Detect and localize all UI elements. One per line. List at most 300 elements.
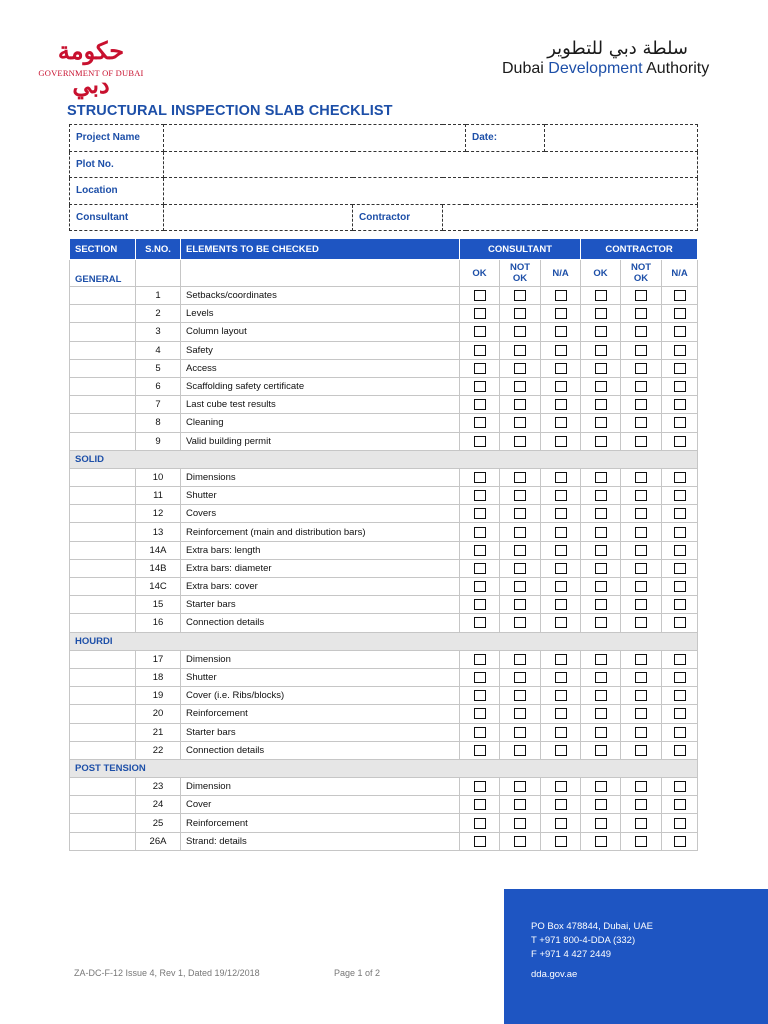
contractor-not-ok-checkbox[interactable]	[635, 436, 647, 447]
contractor-field[interactable]	[443, 204, 698, 231]
consultant-na-checkbox[interactable]	[555, 563, 567, 574]
contractor-ok-checkbox[interactable]	[595, 672, 607, 683]
contractor-na-header: N/A	[662, 260, 698, 287]
contractor-ok-header: OK	[581, 260, 621, 287]
consultant-na-checkbox[interactable]	[555, 836, 567, 847]
consultant-not-ok-checkbox[interactable]	[514, 290, 526, 301]
contractor-na-checkbox[interactable]	[674, 436, 686, 447]
section-label-post-tension: POST TENSION	[70, 759, 181, 777]
consultant-field[interactable]	[164, 204, 353, 231]
project-info-table	[69, 124, 698, 231]
item-element: Column layout	[181, 323, 460, 341]
gov-logo-english: GOVERNMENT OF DUBAI	[38, 68, 144, 78]
contractor-ok-checkbox[interactable]	[595, 708, 607, 719]
consultant-not-ok-checkbox[interactable]	[514, 727, 526, 738]
consultant-not-ok-checkbox[interactable]	[514, 545, 526, 556]
consultant-ok-checkbox[interactable]	[474, 672, 486, 683]
contractor-not-ok-checkbox[interactable]	[635, 708, 647, 719]
contractor-na-checkbox[interactable]	[674, 363, 686, 374]
contractor-na-checkbox[interactable]	[674, 399, 686, 410]
item-number: 16	[136, 614, 181, 632]
table-row	[70, 614, 698, 632]
po-box: PO Box 478844, Dubai, UAE	[531, 921, 653, 932]
consultant-na-checkbox[interactable]	[555, 599, 567, 610]
contractor-na-checkbox[interactable]	[674, 617, 686, 628]
item-number: 18	[136, 668, 181, 686]
consultant-na-checkbox[interactable]	[555, 617, 567, 628]
item-number: 4	[136, 341, 181, 359]
item-element: Dimension	[181, 778, 460, 796]
section-general: GENERAL	[70, 260, 136, 287]
consultant-na-checkbox[interactable]	[555, 381, 567, 392]
table-row	[70, 396, 698, 414]
consultant-na-header: N/A	[541, 260, 581, 287]
contractor-ok-checkbox[interactable]	[595, 527, 607, 538]
contractor-not-ok-checkbox[interactable]	[635, 290, 647, 301]
document-code: ZA-DC-F-12 Issue 4, Rev 1, Dated 19/12/2018	[74, 968, 260, 978]
contractor-na-checkbox[interactable]	[674, 545, 686, 556]
contractor-na-checkbox[interactable]	[674, 417, 686, 428]
contractor-ok-checkbox[interactable]	[595, 436, 607, 447]
contractor-na-checkbox[interactable]	[674, 581, 686, 592]
contractor-not-ok-checkbox[interactable]	[635, 508, 647, 519]
item-element: Dimensions	[181, 468, 460, 486]
consultant-na-checkbox[interactable]	[555, 672, 567, 683]
consultant-ok-checkbox[interactable]	[474, 527, 486, 538]
project-name-field[interactable]	[164, 125, 466, 152]
consultant-na-checkbox[interactable]	[555, 399, 567, 410]
sno-header: S.NO.	[136, 239, 181, 260]
contractor-not-ok-checkbox[interactable]	[635, 326, 647, 337]
consultant-not-ok-checkbox[interactable]	[514, 818, 526, 829]
table-row	[70, 832, 698, 850]
consultant-ok-checkbox[interactable]	[474, 490, 486, 501]
dda-word-dubai: Dubai	[502, 60, 544, 77]
consultant-ok-checkbox[interactable]	[474, 563, 486, 574]
table-row	[70, 596, 698, 614]
consultant-ok-checkbox[interactable]	[474, 708, 486, 719]
consultant-not-ok-checkbox[interactable]	[514, 436, 526, 447]
contractor-na-checkbox[interactable]	[674, 345, 686, 356]
location-label: Location	[70, 178, 164, 205]
consultant-ok-checkbox[interactable]	[474, 472, 486, 483]
consultant-na-checkbox[interactable]	[555, 799, 567, 810]
consultant-not-ok-checkbox[interactable]	[514, 308, 526, 319]
consultant-na-checkbox[interactable]	[555, 490, 567, 501]
contractor-not-ok-checkbox[interactable]	[635, 599, 647, 610]
plot-no-label: Plot No.	[70, 151, 164, 178]
consultant-not-ok-checkbox[interactable]	[514, 581, 526, 592]
contractor-ok-checkbox[interactable]	[595, 799, 607, 810]
contractor-not-ok-checkbox[interactable]	[635, 818, 647, 829]
consultant-not-ok-checkbox[interactable]	[514, 836, 526, 847]
contractor-ok-checkbox[interactable]	[595, 290, 607, 301]
consultant-ok-checkbox[interactable]	[474, 745, 486, 756]
consultant-ok-checkbox[interactable]	[474, 326, 486, 337]
contractor-ok-checkbox[interactable]	[595, 363, 607, 374]
consultant-label: Consultant	[70, 204, 164, 231]
consultant-ok-checkbox[interactable]	[474, 690, 486, 701]
contractor-not-ok-checkbox[interactable]	[635, 490, 647, 501]
consultant-not-ok-header	[500, 260, 541, 287]
item-number: 15	[136, 596, 181, 614]
contractor-header: CONTRACTOR	[581, 239, 698, 260]
item-number: 14B	[136, 559, 181, 577]
dda-logo	[498, 38, 738, 84]
consultant-not-ok-checkbox[interactable]	[514, 654, 526, 665]
contractor-not-ok-checkbox[interactable]	[635, 308, 647, 319]
item-number: 17	[136, 650, 181, 668]
consultant-na-checkbox[interactable]	[555, 654, 567, 665]
item-element: Cover (i.e. Ribs/blocks)	[181, 687, 460, 705]
consultant-ok-checkbox[interactable]	[474, 381, 486, 392]
table-row	[70, 377, 698, 395]
fax: F +971 4 427 2449	[531, 949, 612, 960]
consultant-na-checkbox[interactable]	[555, 545, 567, 556]
contractor-ok-checkbox[interactable]	[595, 345, 607, 356]
item-number: 2	[136, 305, 181, 323]
contractor-ok-checkbox[interactable]	[595, 381, 607, 392]
table-row	[70, 305, 698, 323]
contractor-na-checkbox[interactable]	[674, 490, 686, 501]
table-row	[70, 778, 698, 796]
item-element: Cleaning	[181, 414, 460, 432]
contractor-na-checkbox[interactable]	[674, 745, 686, 756]
item-element: Valid building permit	[181, 432, 460, 450]
contractor-na-checkbox[interactable]	[674, 799, 686, 810]
table-row	[70, 541, 698, 559]
consultant-ok-checkbox[interactable]	[474, 799, 486, 810]
table-row	[70, 468, 698, 486]
consultant-not-ok-checkbox[interactable]	[514, 527, 526, 538]
item-number: 21	[136, 723, 181, 741]
consultant-ok-checkbox[interactable]	[474, 818, 486, 829]
dda-word-development: Development	[548, 60, 643, 77]
consultant-not-ok-checkbox[interactable]	[514, 326, 526, 337]
date-field[interactable]	[545, 125, 698, 152]
table-row	[70, 341, 698, 359]
item-element: Reinforcement (main and distribution bars)	[181, 523, 460, 541]
consultant-not-ok-checkbox[interactable]	[514, 563, 526, 574]
contractor-ok-checkbox[interactable]	[595, 563, 607, 574]
item-number: 24	[136, 796, 181, 814]
consultant-not-ok-checkbox[interactable]	[514, 381, 526, 392]
contact-box	[504, 889, 768, 1024]
contractor-not-ok-checkbox[interactable]	[635, 799, 647, 810]
item-element: Access	[181, 359, 460, 377]
consultant-not-ok-checkbox[interactable]	[514, 472, 526, 483]
item-element: Strand: details	[181, 832, 460, 850]
not-text: NOT	[631, 262, 652, 273]
plot-no-field[interactable]	[164, 151, 698, 178]
consultant-not-ok-checkbox[interactable]	[514, 490, 526, 501]
consultant-not-ok-checkbox[interactable]	[514, 690, 526, 701]
table-row	[70, 487, 698, 505]
table-row	[70, 814, 698, 832]
ok-text: OK	[633, 273, 649, 284]
item-element: Cover	[181, 796, 460, 814]
consultant-not-ok-checkbox[interactable]	[514, 708, 526, 719]
contractor-na-checkbox[interactable]	[674, 672, 686, 683]
consultant-ok-checkbox[interactable]	[474, 290, 486, 301]
consultant-ok-header: OK	[460, 260, 500, 287]
contractor-ok-checkbox[interactable]	[595, 599, 607, 610]
contractor-not-ok-checkbox[interactable]	[635, 527, 647, 538]
contractor-not-ok-checkbox[interactable]	[635, 745, 647, 756]
contractor-na-checkbox[interactable]	[674, 836, 686, 847]
item-number: 10	[136, 468, 181, 486]
contractor-ok-checkbox[interactable]	[595, 727, 607, 738]
table-row	[70, 359, 698, 377]
consultant-na-checkbox[interactable]	[555, 745, 567, 756]
item-number: 5	[136, 359, 181, 377]
section-header: SECTION	[70, 239, 136, 260]
item-element: Shutter	[181, 487, 460, 505]
contractor-ok-checkbox[interactable]	[595, 490, 607, 501]
contractor-ok-checkbox[interactable]	[595, 326, 607, 337]
item-number: 1	[136, 287, 181, 305]
item-element: Scaffolding safety certificate	[181, 377, 460, 395]
project-name-label: Project Name	[70, 125, 164, 152]
consultant-ok-checkbox[interactable]	[474, 308, 486, 319]
location-field[interactable]	[164, 178, 698, 205]
consultant-ok-checkbox[interactable]	[474, 545, 486, 556]
consultant-ok-checkbox[interactable]	[474, 581, 486, 592]
item-number: 20	[136, 705, 181, 723]
contractor-not-ok-checkbox[interactable]	[635, 472, 647, 483]
contractor-not-ok-header	[621, 260, 662, 287]
item-number: 14C	[136, 578, 181, 596]
consultant-na-checkbox[interactable]	[555, 308, 567, 319]
contractor-na-checkbox[interactable]	[674, 727, 686, 738]
consultant-not-ok-checkbox[interactable]	[514, 363, 526, 374]
checklist-table	[69, 238, 698, 851]
contractor-na-checkbox[interactable]	[674, 818, 686, 829]
item-number: 22	[136, 741, 181, 759]
dda-logo-english	[502, 60, 709, 78]
table-row	[70, 559, 698, 577]
contractor-na-checkbox[interactable]	[674, 326, 686, 337]
consultant-na-checkbox[interactable]	[555, 781, 567, 792]
consultant-na-checkbox[interactable]	[555, 581, 567, 592]
consultant-na-checkbox[interactable]	[555, 472, 567, 483]
table-row	[70, 523, 698, 541]
contractor-na-checkbox[interactable]	[674, 708, 686, 719]
contractor-na-checkbox[interactable]	[674, 381, 686, 392]
gov-logo-arabic: حكومة دبي	[57, 36, 125, 99]
consultant-na-checkbox[interactable]	[555, 508, 567, 519]
section-label-solid: SOLID	[70, 450, 181, 468]
consultant-not-ok-checkbox[interactable]	[514, 799, 526, 810]
consultant-not-ok-checkbox[interactable]	[514, 345, 526, 356]
section-label-hourdi: HOURDI	[70, 632, 181, 650]
section-row-solid	[70, 450, 698, 468]
contractor-ok-checkbox[interactable]	[595, 654, 607, 665]
item-element: Reinforcement	[181, 814, 460, 832]
consultant-header: CONSULTANT	[460, 239, 581, 260]
table-row	[70, 432, 698, 450]
item-element: Safety	[181, 341, 460, 359]
contractor-not-ok-checkbox[interactable]	[635, 363, 647, 374]
contractor-ok-checkbox[interactable]	[595, 617, 607, 628]
item-number: 8	[136, 414, 181, 432]
dda-logo-arabic: سلطة دبي للتطوير	[547, 38, 688, 59]
telephone: T +971 800-4-DDA (332)	[531, 935, 636, 946]
contractor-na-checkbox[interactable]	[674, 654, 686, 665]
contractor-not-ok-checkbox[interactable]	[635, 654, 647, 665]
consultant-na-checkbox[interactable]	[555, 326, 567, 337]
elements-header: ELEMENTS TO BE CHECKED	[181, 239, 460, 260]
consultant-na-checkbox[interactable]	[555, 708, 567, 719]
table-row	[70, 796, 698, 814]
contractor-ok-checkbox[interactable]	[595, 545, 607, 556]
contractor-na-checkbox[interactable]	[674, 781, 686, 792]
consultant-not-ok-checkbox[interactable]	[514, 599, 526, 610]
consultant-not-ok-checkbox[interactable]	[514, 399, 526, 410]
table-row	[70, 287, 698, 305]
consultant-ok-checkbox[interactable]	[474, 363, 486, 374]
table-row	[70, 578, 698, 596]
consultant-na-checkbox[interactable]	[555, 690, 567, 701]
consultant-ok-checkbox[interactable]	[474, 508, 486, 519]
contractor-na-checkbox[interactable]	[674, 563, 686, 574]
consultant-ok-checkbox[interactable]	[474, 727, 486, 738]
consultant-not-ok-checkbox[interactable]	[514, 781, 526, 792]
contractor-not-ok-checkbox[interactable]	[635, 690, 647, 701]
date-label: Date:	[466, 125, 545, 152]
consultant-na-checkbox[interactable]	[555, 345, 567, 356]
consultant-not-ok-checkbox[interactable]	[514, 745, 526, 756]
contractor-not-ok-checkbox[interactable]	[635, 672, 647, 683]
contractor-ok-checkbox[interactable]	[595, 399, 607, 410]
contractor-not-ok-checkbox[interactable]	[635, 417, 647, 428]
contractor-label: Contractor	[353, 204, 443, 231]
contractor-ok-checkbox[interactable]	[595, 745, 607, 756]
section-row-hourdi	[70, 632, 698, 650]
consultant-ok-checkbox[interactable]	[474, 654, 486, 665]
consultant-not-ok-checkbox[interactable]	[514, 417, 526, 428]
consultant-ok-checkbox[interactable]	[474, 399, 486, 410]
government-of-dubai-logo	[36, 34, 146, 99]
contractor-ok-checkbox[interactable]	[595, 581, 607, 592]
item-number: 12	[136, 505, 181, 523]
item-number: 14A	[136, 541, 181, 559]
contractor-not-ok-checkbox[interactable]	[635, 581, 647, 592]
item-number: 23	[136, 778, 181, 796]
contractor-na-checkbox[interactable]	[674, 508, 686, 519]
item-element: Extra bars: diameter	[181, 559, 460, 577]
consultant-ok-checkbox[interactable]	[474, 599, 486, 610]
contractor-not-ok-checkbox[interactable]	[635, 381, 647, 392]
consultant-na-checkbox[interactable]	[555, 290, 567, 301]
item-element: Covers	[181, 505, 460, 523]
item-element: Starter bars	[181, 596, 460, 614]
consultant-ok-checkbox[interactable]	[474, 436, 486, 447]
item-element: Starter bars	[181, 723, 460, 741]
consultant-not-ok-checkbox[interactable]	[514, 508, 526, 519]
item-element: Setbacks/coordinates	[181, 287, 460, 305]
consultant-ok-checkbox[interactable]	[474, 417, 486, 428]
not-text: NOT	[509, 262, 531, 273]
contractor-not-ok-checkbox[interactable]	[635, 617, 647, 628]
item-element: Shutter	[181, 668, 460, 686]
contractor-not-ok-checkbox[interactable]	[635, 836, 647, 847]
item-element: Connection details	[181, 741, 460, 759]
table-row	[70, 323, 698, 341]
contractor-na-checkbox[interactable]	[674, 690, 686, 701]
contractor-ok-checkbox[interactable]	[595, 836, 607, 847]
website-link[interactable]: dda.gov.ae	[531, 969, 578, 980]
consultant-not-ok-checkbox[interactable]	[514, 617, 526, 628]
consultant-na-checkbox[interactable]	[555, 363, 567, 374]
table-row	[70, 705, 698, 723]
consultant-ok-checkbox[interactable]	[474, 836, 486, 847]
contractor-not-ok-checkbox[interactable]	[635, 345, 647, 356]
contractor-ok-checkbox[interactable]	[595, 472, 607, 483]
contractor-ok-checkbox[interactable]	[595, 690, 607, 701]
consultant-na-checkbox[interactable]	[555, 727, 567, 738]
page-number: Page 1 of 2	[334, 968, 381, 978]
consultant-ok-checkbox[interactable]	[474, 617, 486, 628]
item-element: Extra bars: length	[181, 541, 460, 559]
table-row	[70, 414, 698, 432]
table-row	[70, 723, 698, 741]
item-number: 19	[136, 687, 181, 705]
contractor-not-ok-checkbox[interactable]	[635, 545, 647, 556]
item-number: 7	[136, 396, 181, 414]
consultant-not-ok-checkbox[interactable]	[514, 672, 526, 683]
contractor-ok-checkbox[interactable]	[595, 508, 607, 519]
contractor-ok-checkbox[interactable]	[595, 308, 607, 319]
item-number: 26A	[136, 832, 181, 850]
contractor-na-checkbox[interactable]	[674, 290, 686, 301]
contractor-ok-checkbox[interactable]	[595, 781, 607, 792]
item-number: 6	[136, 377, 181, 395]
contractor-na-checkbox[interactable]	[674, 472, 686, 483]
consultant-na-checkbox[interactable]	[555, 417, 567, 428]
contractor-not-ok-checkbox[interactable]	[635, 399, 647, 410]
item-element: Levels	[181, 305, 460, 323]
contractor-not-ok-checkbox[interactable]	[635, 563, 647, 574]
contractor-ok-checkbox[interactable]	[595, 417, 607, 428]
dda-word-authority: Authority	[646, 60, 710, 77]
consultant-ok-checkbox[interactable]	[474, 781, 486, 792]
consultant-na-checkbox[interactable]	[555, 527, 567, 538]
item-element: Extra bars: cover	[181, 578, 460, 596]
contractor-na-checkbox[interactable]	[674, 308, 686, 319]
ok-text: OK	[512, 273, 528, 284]
table-row	[70, 668, 698, 686]
item-number: 3	[136, 323, 181, 341]
contractor-not-ok-checkbox[interactable]	[635, 727, 647, 738]
contractor-na-checkbox[interactable]	[674, 527, 686, 538]
item-number: 11	[136, 487, 181, 505]
consultant-na-checkbox[interactable]	[555, 818, 567, 829]
table-row	[70, 505, 698, 523]
consultant-na-checkbox[interactable]	[555, 436, 567, 447]
item-element: Dimension	[181, 650, 460, 668]
section-row-post-tension	[70, 759, 698, 777]
item-number: 9	[136, 432, 181, 450]
item-element: Connection details	[181, 614, 460, 632]
contractor-not-ok-checkbox[interactable]	[635, 781, 647, 792]
table-row	[70, 687, 698, 705]
item-number: 13	[136, 523, 181, 541]
contractor-ok-checkbox[interactable]	[595, 818, 607, 829]
contractor-na-checkbox[interactable]	[674, 599, 686, 610]
consultant-ok-checkbox[interactable]	[474, 345, 486, 356]
table-row	[70, 650, 698, 668]
